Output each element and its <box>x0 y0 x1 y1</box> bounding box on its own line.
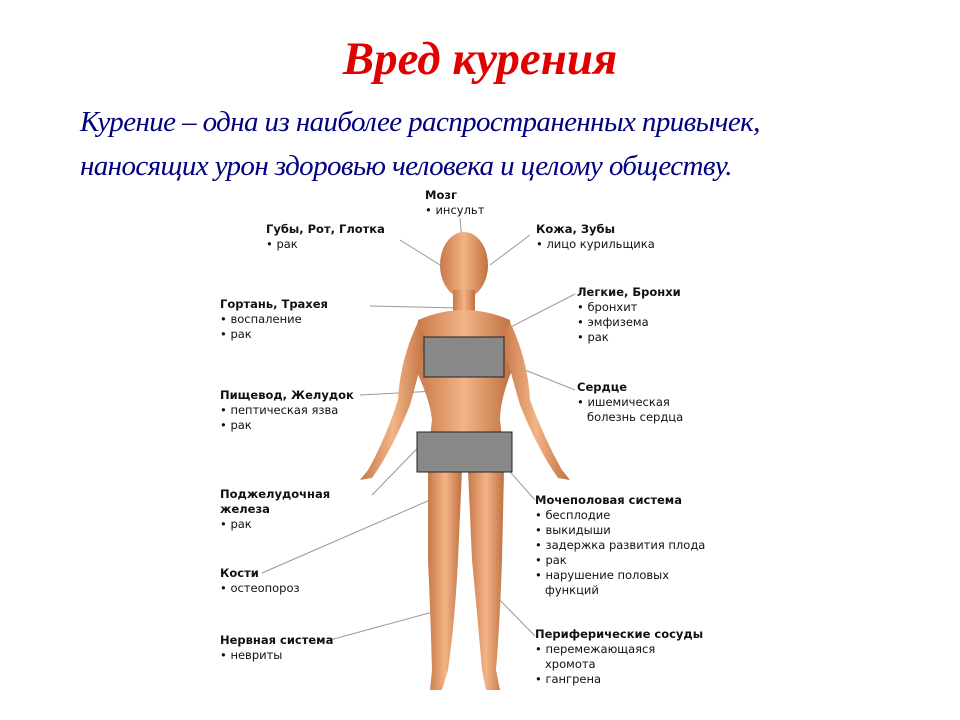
label-urogenital: Мочеполовая система • бесплодие • выкидыши • задержка развития плода • рак • нарушение половых функций <box>535 493 705 598</box>
label-bones: Кости • остеопороз <box>220 566 300 596</box>
censor-bar-chest <box>424 337 504 377</box>
label-brain: Мозг • инсульт <box>425 188 484 218</box>
label-vessels: Периферические сосуды • перемежающаяся хромота • гангрена <box>535 627 703 687</box>
label-skin: Кожа, Зубы • лицо курильщика <box>536 222 655 252</box>
label-lungs: Легкие, Бронхи • бронхит • эмфизема • рак <box>577 285 681 345</box>
page-title: Вред курения <box>342 33 618 85</box>
censor-bar-hips <box>417 432 512 472</box>
subtitle-line-1: Курение – одна из наиболее распространенных привычек, <box>80 106 760 138</box>
label-pancreas: Поджелудочная железа • рак <box>220 487 330 532</box>
label-stomach: Пищевод, Желудок • пептическая язва • рак <box>220 388 354 433</box>
subtitle-line-2: наносящих урон здоровью человека и целому обществу. <box>80 150 732 182</box>
label-heart: Сердце • ишемическая болезнь сердца <box>577 380 683 425</box>
label-nervous: Нервная система • невриты <box>220 633 333 663</box>
label-larynx: Гортань, Трахея • воспаление • рак <box>220 297 328 342</box>
label-lips: Губы, Рот, Глотка • рак <box>266 222 385 252</box>
